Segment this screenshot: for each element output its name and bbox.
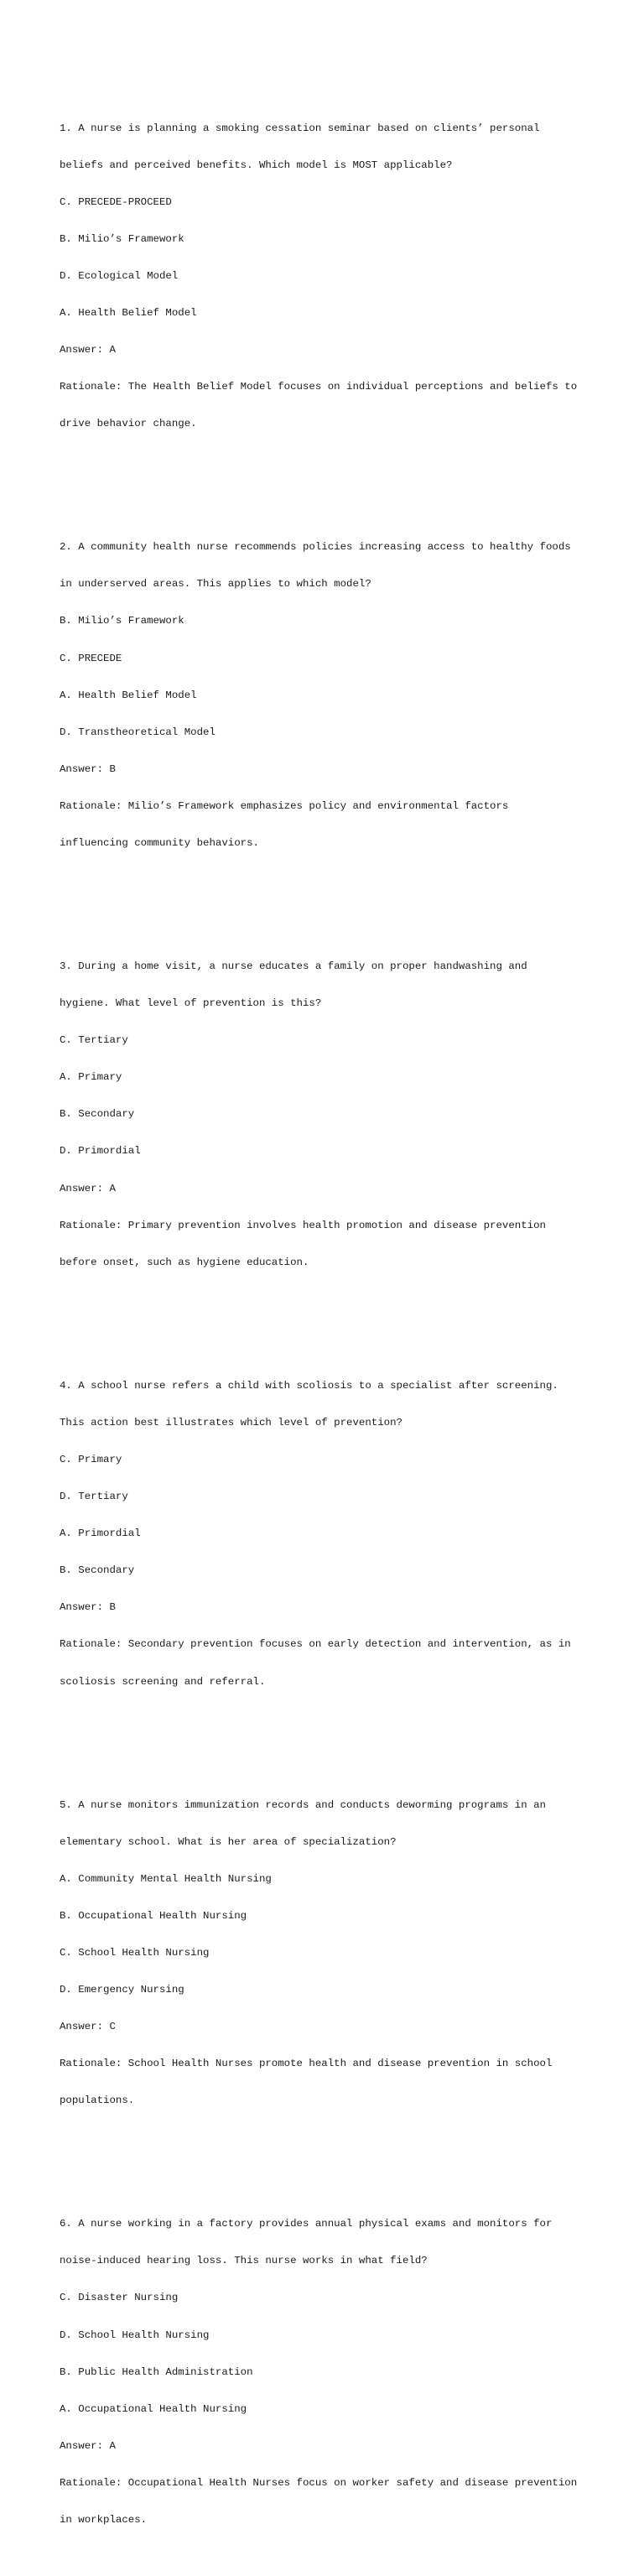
answer-option: B. Public Health Administration [60,2365,253,2378]
rationale-line: Rationale: Occupational Health Nurses focus on worker safety and disease prevention [60,2476,578,2489]
answer-key: Answer: A [60,2439,116,2452]
answer-option: D. School Health Nursing [60,2329,210,2341]
answer-option: D. Transtheoretical Model [60,726,216,738]
answer-option: B. Milio’s Framework [60,615,184,627]
question-block [60,1355,596,1712]
rationale-line: Rationale: Primary prevention involves health promotion and disease prevention [60,1219,546,1231]
question-block [60,1774,596,2131]
rationale-line: populations. [60,2095,135,2107]
answer-option: A. Health Belief Model [60,306,197,319]
question-stem-line: 1. A nurse is planning a smoking cessation seminar based on clients’ personal [60,122,540,134]
answer-option: D. Ecological Model [60,269,179,282]
answer-option: C. Primary [60,1453,122,1465]
question-stem-line: in underserved areas. This applies to which model? [60,578,371,591]
answer-option: C. PRECEDE-PROCEED [60,195,172,208]
answer-key: Answer: A [60,344,116,356]
answer-option: A. Occupational Health Nursing [60,2402,247,2415]
answer-option: C. School Health Nursing [60,1946,210,1959]
question-stem-line: 6. A nurse working in a factory provides annual physical exams and monitors for [60,2218,553,2230]
answer-option: A. Primary [60,1071,122,1084]
question-stem-line: 2. A community health nurse recommends policies increasing access to healthy foods [60,541,571,554]
answer-option: A. Health Belief Model [60,689,197,701]
answer-option: C. PRECEDE [60,652,122,664]
answer-option: B. Secondary [60,1564,135,1577]
question-stem-line: elementary school. What is her area of specialization? [60,1835,397,1848]
answer-option: B. Milio’s Framework [60,232,184,245]
answer-option: D. Tertiary [60,1491,128,1503]
answer-key: Answer: B [60,762,116,775]
question-block [60,2194,596,2551]
question-block [60,517,596,874]
question-stem-line: This action best illustrates which level of prevention? [60,1416,402,1429]
answer-option: D. Emergency Nursing [60,1983,184,1996]
rationale-line: influencing community behaviors. [60,837,259,850]
answer-option: A. Primordial [60,1527,141,1540]
question-stem-line: beliefs and perceived benefits. Which model is MOST applicable? [60,159,453,171]
rationale-line: Rationale: School Health Nurses promote health and disease prevention in school [60,2058,553,2070]
answer-option: B. Occupational Health Nursing [60,1909,247,1922]
question-stem-line: noise-induced hearing loss. This nurse works in what field? [60,2255,428,2267]
question-stem-line: 4. A school nurse refers a child with scoliosis to a specialist after screening. [60,1379,558,1392]
answer-option: C. Tertiary [60,1034,128,1047]
answer-option: B. Secondary [60,1108,135,1121]
rationale-line: in workplaces. [60,2514,148,2527]
answer-key: Answer: A [60,1182,116,1194]
answer-key: Answer: B [60,1601,116,1614]
rationale-line: drive behavior change. [60,418,197,430]
question-block [60,936,596,1293]
question-stem-line: 3. During a home visit, a nurse educates a family on proper handwashing and [60,960,527,973]
rationale-line: scoliosis screening and referral. [60,1675,266,1688]
answer-option: D. Primordial [60,1145,141,1158]
answer-option: A. Community Mental Health Nursing [60,1872,272,1885]
question-stem-line: hygiene. What level of prevention is this? [60,997,322,1010]
question-block [60,97,596,455]
document-body [60,60,596,2576]
answer-option: C. Disaster Nursing [60,2292,179,2304]
rationale-line: Rationale: Milio’s Framework emphasizes policy and environmental factors [60,799,509,812]
rationale-line: Rationale: Secondary prevention focuses on early detection and intervention, as in [60,1638,571,1651]
question-stem-line: 5. A nurse monitors immunization records and conducts deworming programs in an [60,1798,546,1811]
rationale-line: Rationale: The Health Belief Model focuses on individual perceptions and beliefs to [60,381,578,393]
rationale-line: before onset, such as hygiene education. [60,1256,309,1268]
answer-key: Answer: C [60,2021,116,2033]
